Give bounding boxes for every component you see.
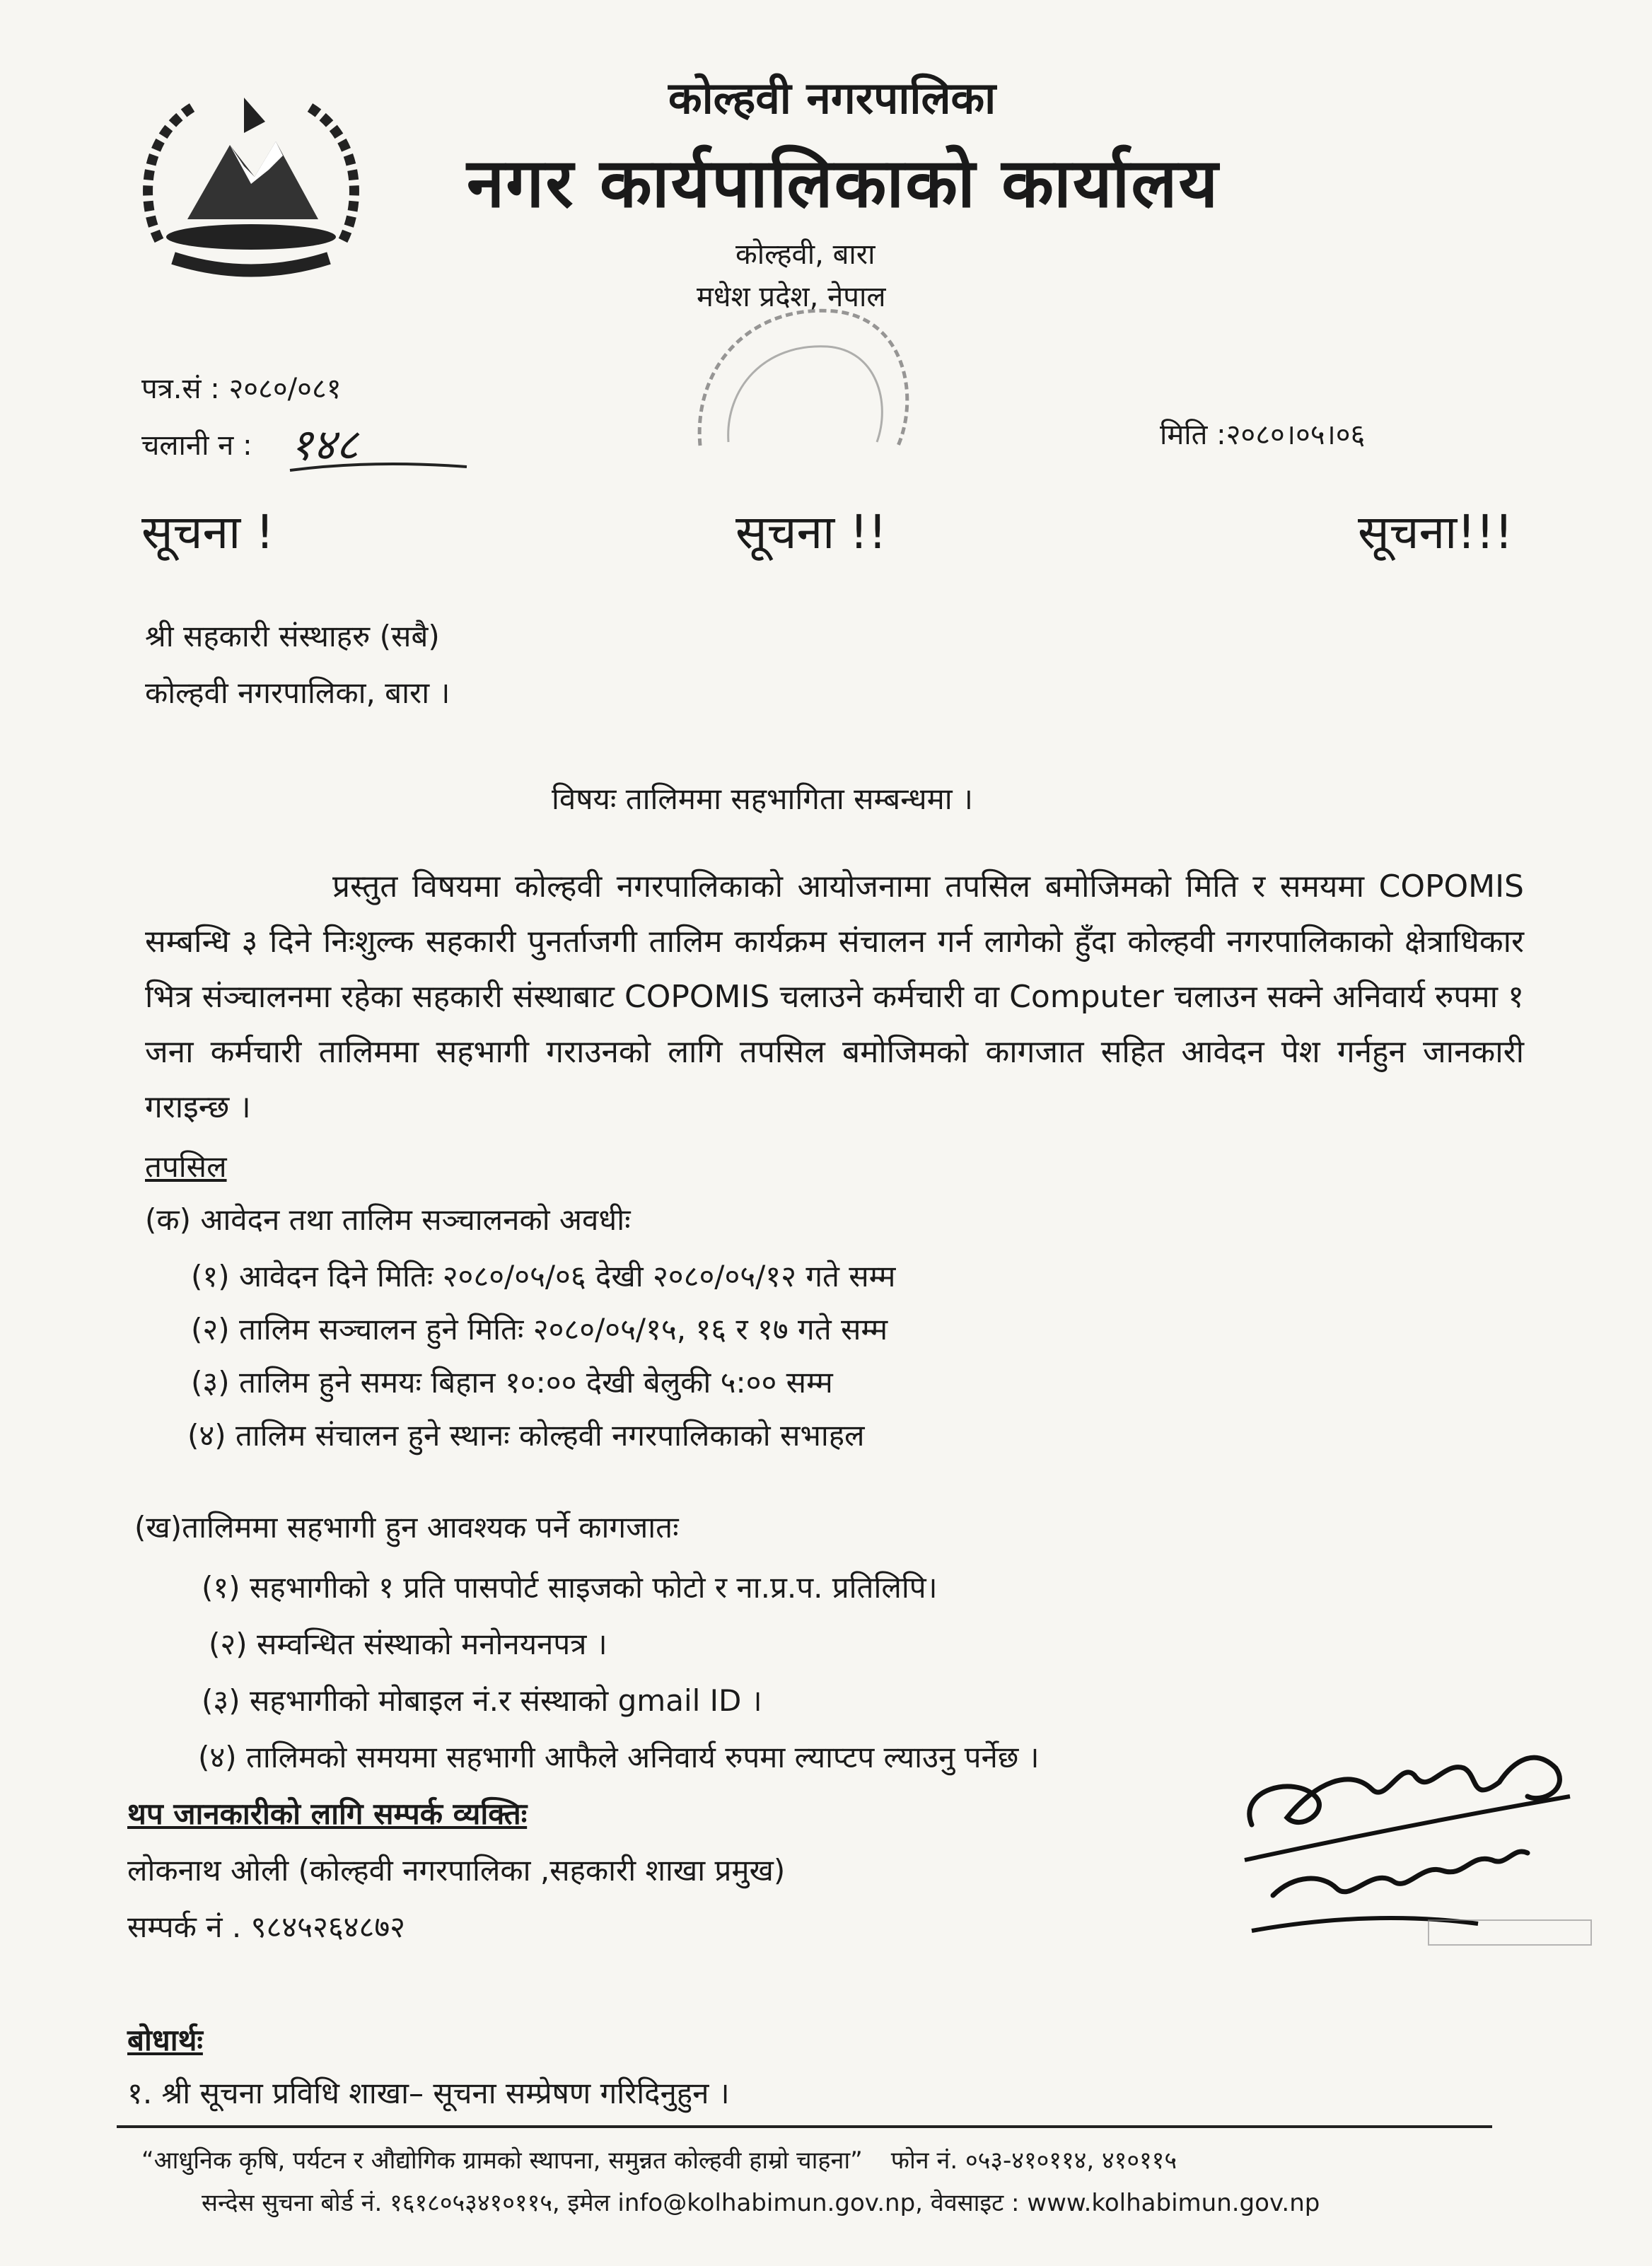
section-kha-heading: (ख)तालिममा सहभागी हुन आवश्यक पर्ने कागजातः — [134, 1510, 679, 1545]
section-ka-item: (२) तालिम सञ्चालन हुने मितिः २०८०/०५/१५, १६ र १७ गते सम्म — [191, 1312, 888, 1347]
handwritten-underline — [286, 456, 470, 477]
details-heading: तपसिल — [145, 1149, 227, 1184]
cc-heading: बोधार्थः — [127, 2023, 203, 2057]
footer-line-2: सन्देस सुचना बोर्ड नं. १६१८०५३४१०११५, इमेल info@kolhabimun.gov.np, वेवसाइट : www.kolhabimun.gov.np — [202, 2189, 1320, 2217]
notice-heading-3: सूचना!!! — [1358, 505, 1513, 559]
subject-line: विषयः तालिममा सहभागिता सम्बन्धमा । — [552, 782, 973, 816]
letter-date: मिति :२०८०।०५।०६ — [1160, 419, 1366, 451]
section-kha-item: (३) सहभागीको मोबाइल नं.र संस्थाको gmail ID । — [202, 1683, 762, 1718]
section-kha-item: (२) सम्वन्धित संस्थाको मनोनयनपत्र । — [209, 1627, 607, 1661]
footer-phone: फोन नं. ०५३-४१०११४, ४१०११५ — [890, 2146, 1177, 2175]
section-ka-item: (४) तालिम संचालन हुने स्थानः कोल्हवी नगरपालिकाको सभाहल — [187, 1418, 865, 1453]
nepal-emblem-icon — [131, 78, 371, 290]
municipality-name: कोल्हवी नगरपालिका — [668, 72, 996, 124]
section-kha-item: (१) सहभागीको १ प्रति पासपोर्ट साइजको फोटो र ना.प्र.प. प्रतिलिपि। — [202, 1570, 938, 1605]
body-paragraph — [145, 859, 1524, 1135]
section-ka-heading: (क) आवेदन तथा तालिम सञ्चालनको अवधीः — [145, 1202, 631, 1237]
address-line-2: मधेश प्रदेश, नेपाल — [697, 281, 886, 313]
footer-divider — [117, 2125, 1492, 2128]
footer-slogan: “आधुनिक कृषि, पर्यटन र औद्योगिक ग्रामको स्थापना, समुन्नत कोल्हवी हाम्रो चाहना” — [141, 2146, 863, 2175]
section-ka-item: (१) आवेदन दिने मितिः २०८०/०५/०६ देखी २०८०/०५/१२ गते सम्म — [191, 1259, 896, 1294]
body-text: प्रस्तुत विषयमा कोल्हवी नगरपालिकाको आयोजनामा तपसिल बमोजिमको मिति र समयमा COPOMIS सम्बन्धि ३ दिने निःशुल्क सहकारी पुनर्ताजगी तालिम कार्यक्रम संचालन गर्न लागेको हुँदा कोल्हवी नगरपालिकाको क्षेत्राधिकार भित्र संञ्चालनमा रहेका सहकारी संस्थाबाट COPOMIS चलाउने कर्मचारी वा Computer चलाउन सक्ने अनिवार्य रुपमा १ जना कर्मचारी तालिममा सहभागी गराउनको लागि तपसिल बमोजिमको कागजात सहित आवेदन पेश गर्नहुन जानकारी गराइन्छ । — [145, 868, 1524, 1125]
office-title: नगर कार्यपालिकाको कार्यालय — [467, 144, 1220, 223]
footer-line-1 — [141, 2143, 1177, 2175]
cc-item: १. श्री सूचना प्रविधि शाखा– सूचना सम्प्रेषण गरिदिनुहुन । — [127, 2076, 730, 2110]
signature — [1231, 1719, 1598, 1952]
contact-phone: सम्पर्क नं . ९८४५२६४८७२ — [127, 1910, 406, 1944]
section-ka-item: (३) तालिम हुने समयः बिहान १०:०० देखी बेलुकी ५:०० सम्म — [191, 1365, 833, 1400]
address-line-1: कोल्हवी, बारा — [735, 238, 876, 271]
dispatch-label: चलानी न : — [141, 429, 252, 462]
contact-heading: थप जानकारीको लागि सम्पर्क व्यक्तिः — [127, 1796, 528, 1831]
recipient-line-1: श्री सहकारी संस्थाहरु (सबै) — [145, 619, 440, 653]
reference-number: पत्र.सं : २०८०/०८१ — [141, 373, 342, 405]
section-kha-item: (४) तालिमको समयमा सहभागी आफैले अनिवार्य रुपमा ल्याप्टप ल्याउनु पर्नेछ । — [198, 1740, 1040, 1774]
contact-person: लोकनाथ ओली (कोल्हवी नगरपालिका ,सहकारी शाखा प्रमुख) — [127, 1853, 786, 1888]
notice-heading-2: सूचना !! — [735, 505, 888, 559]
office-stamp — [672, 283, 941, 467]
recipient-line-2: कोल्हवी नगरपालिका, बारा । — [145, 675, 450, 710]
notice-heading-1: सूचना ! — [141, 505, 274, 559]
dispatch-number: १४८ — [290, 419, 359, 470]
